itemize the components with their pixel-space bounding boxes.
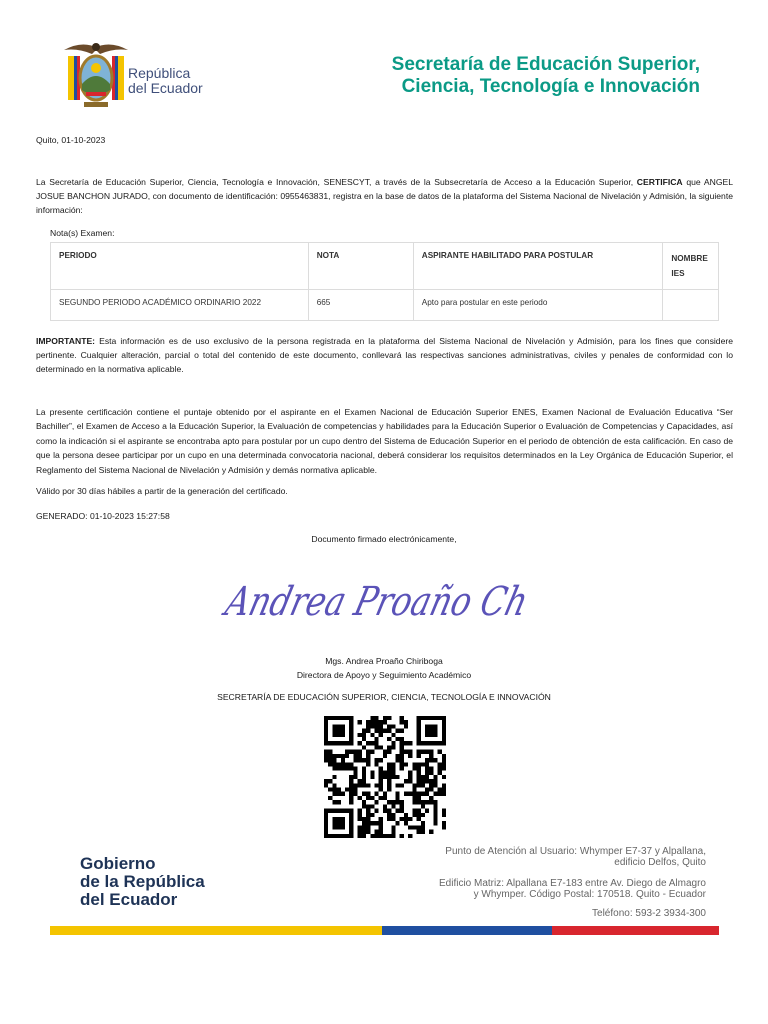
- column-header-nombre-ies: NOMBRE IES: [663, 243, 719, 290]
- exam-caption: Nota(s) Examen:: [50, 228, 115, 238]
- tricolor-red: [552, 926, 719, 935]
- republic-line-2: del Ecuador: [128, 80, 203, 96]
- ministry-line-1: Secretaría de Educación Superior,: [391, 54, 700, 75]
- place-date: Quito, 01-10-2023: [36, 135, 106, 145]
- generated-timestamp: GENERADO: 01-10-2023 15:27:58: [36, 511, 170, 521]
- cell-nota: 665: [308, 290, 413, 321]
- cell-nombre-ies: [663, 290, 719, 321]
- handwritten-signature-icon: [221, 565, 606, 635]
- republic-name: [128, 66, 203, 96]
- column-header-periodo: PERIODO: [51, 243, 309, 290]
- institution-name: SECRETARÍA DE EDUCACIÓN SUPERIOR, CIENCIA, TECNOLOGÍA E INNOVACIÓN: [217, 692, 551, 702]
- validity-note: Válido por 30 días hábiles a partir de la generación del certificado.: [36, 486, 288, 496]
- service-address: [380, 846, 706, 868]
- signed-note: Documento firmado electrónicamente,: [311, 534, 457, 544]
- republic-line-1: República: [128, 65, 191, 81]
- intro-paragraph: [36, 175, 733, 217]
- tricolor-blue: [382, 926, 552, 935]
- important-text: Esta información es de uso exclusivo de la persona registrada en la plataforma del Sistema Nacional de Nivelación y Admisión, para los fines que considere pertinente. Cualquier alteración, parcial o total del contenido de este documento, conllevará las respectivas sanciones administrativas, civiles y penales de conformidad con lo determinado en la normativa aplicable.: [36, 336, 733, 374]
- grades-table: [50, 242, 719, 321]
- gob-line-1: Gobierno: [80, 854, 156, 873]
- gob-line-3: del Ecuador: [80, 890, 178, 909]
- service-address-line-1: Punto de Atención al Usuario: Whymper E7-37 y Alpallana,: [445, 846, 706, 857]
- column-header-aspirante: ASPIRANTE HABILITADO PARA POSTULAR: [413, 243, 663, 290]
- main-address-line-2: y Whymper. Código Postal: 170518. Quito - Ecuador: [473, 889, 706, 900]
- ministry-title: [300, 54, 700, 98]
- service-address-line-2: edificio Delfos, Quito: [614, 857, 706, 868]
- table-row: [51, 290, 719, 321]
- main-address: [380, 878, 706, 900]
- main-address-line-1: Edificio Matriz: Alpallana E7-183 entre Av. Diego de Almagro: [438, 878, 706, 889]
- qr-code-icon: [324, 716, 446, 838]
- signature-script: Andrea Proaño Ch: [221, 577, 606, 625]
- important-label: IMPORTANTE:: [36, 336, 96, 346]
- gob-line-2: de la República: [80, 872, 205, 891]
- phone-number: Teléfono: 593-2 3934-300: [592, 908, 706, 919]
- intro-text: La Secretaría de Educación Superior, Ciencia, Tecnología e Innovación, SENESCYT, a través de la Subsecretaría de Acceso a la Educación Superior,: [36, 177, 634, 187]
- column-header-nota: NOTA: [308, 243, 413, 290]
- intro-text-continued: que ANGEL JOSUE BANCHON JURADO, con documento de identificación: 0955463831, registra en la base de datos de la plataforma del Sistema Nacional de Nivelación y Admisión, la siguiente información:: [36, 177, 734, 215]
- important-paragraph: [36, 334, 733, 376]
- tricolor-bar: [50, 926, 719, 935]
- ministry-line-2: Ciencia, Tecnología e Innovación: [401, 76, 700, 97]
- signer-role: Directora de Apoyo y Seguimiento Académico: [296, 670, 472, 680]
- certification-paragraph: La presente certificación contiene el puntaje obtenido por el aspirante en el Examen Nacional de Educación Superior ENES, Examen Nacional de Evaluación Educativa “Ser Bachiller”, el Examen de Acceso a la Educación Superior, la Evaluación de competencias y habilidades para la Educación Superior o Evaluación de Competencias y Capacidades, así como la indicación si el aspirante se encontraba apto para postular por un cupo dentro del Sistema de Educación Superior en el periodo de obtención de esta calificación. En caso de que la persona desee participar por un cupo en una determinada convocatoria nacional, deberá considerar los requisitos determinados en la Ley Orgánica de Educación Superior, el Reglamento del Sistema Nacional de Nivelación y Admisión y demás normativa aplicable.: [36, 407, 733, 475]
- tricolor-yellow: [50, 926, 382, 935]
- certifica-label: CERTIFICA: [636, 177, 683, 187]
- table-header-row: [51, 243, 719, 290]
- cell-aspirante: Apto para postular en este periodo: [413, 290, 663, 321]
- government-logo-text: [80, 855, 205, 909]
- cell-periodo: SEGUNDO PERIODO ACADÉMICO ORDINARIO 2022: [51, 290, 309, 321]
- signer-name: Mgs. Andrea Proaño Chiriboga: [325, 656, 443, 666]
